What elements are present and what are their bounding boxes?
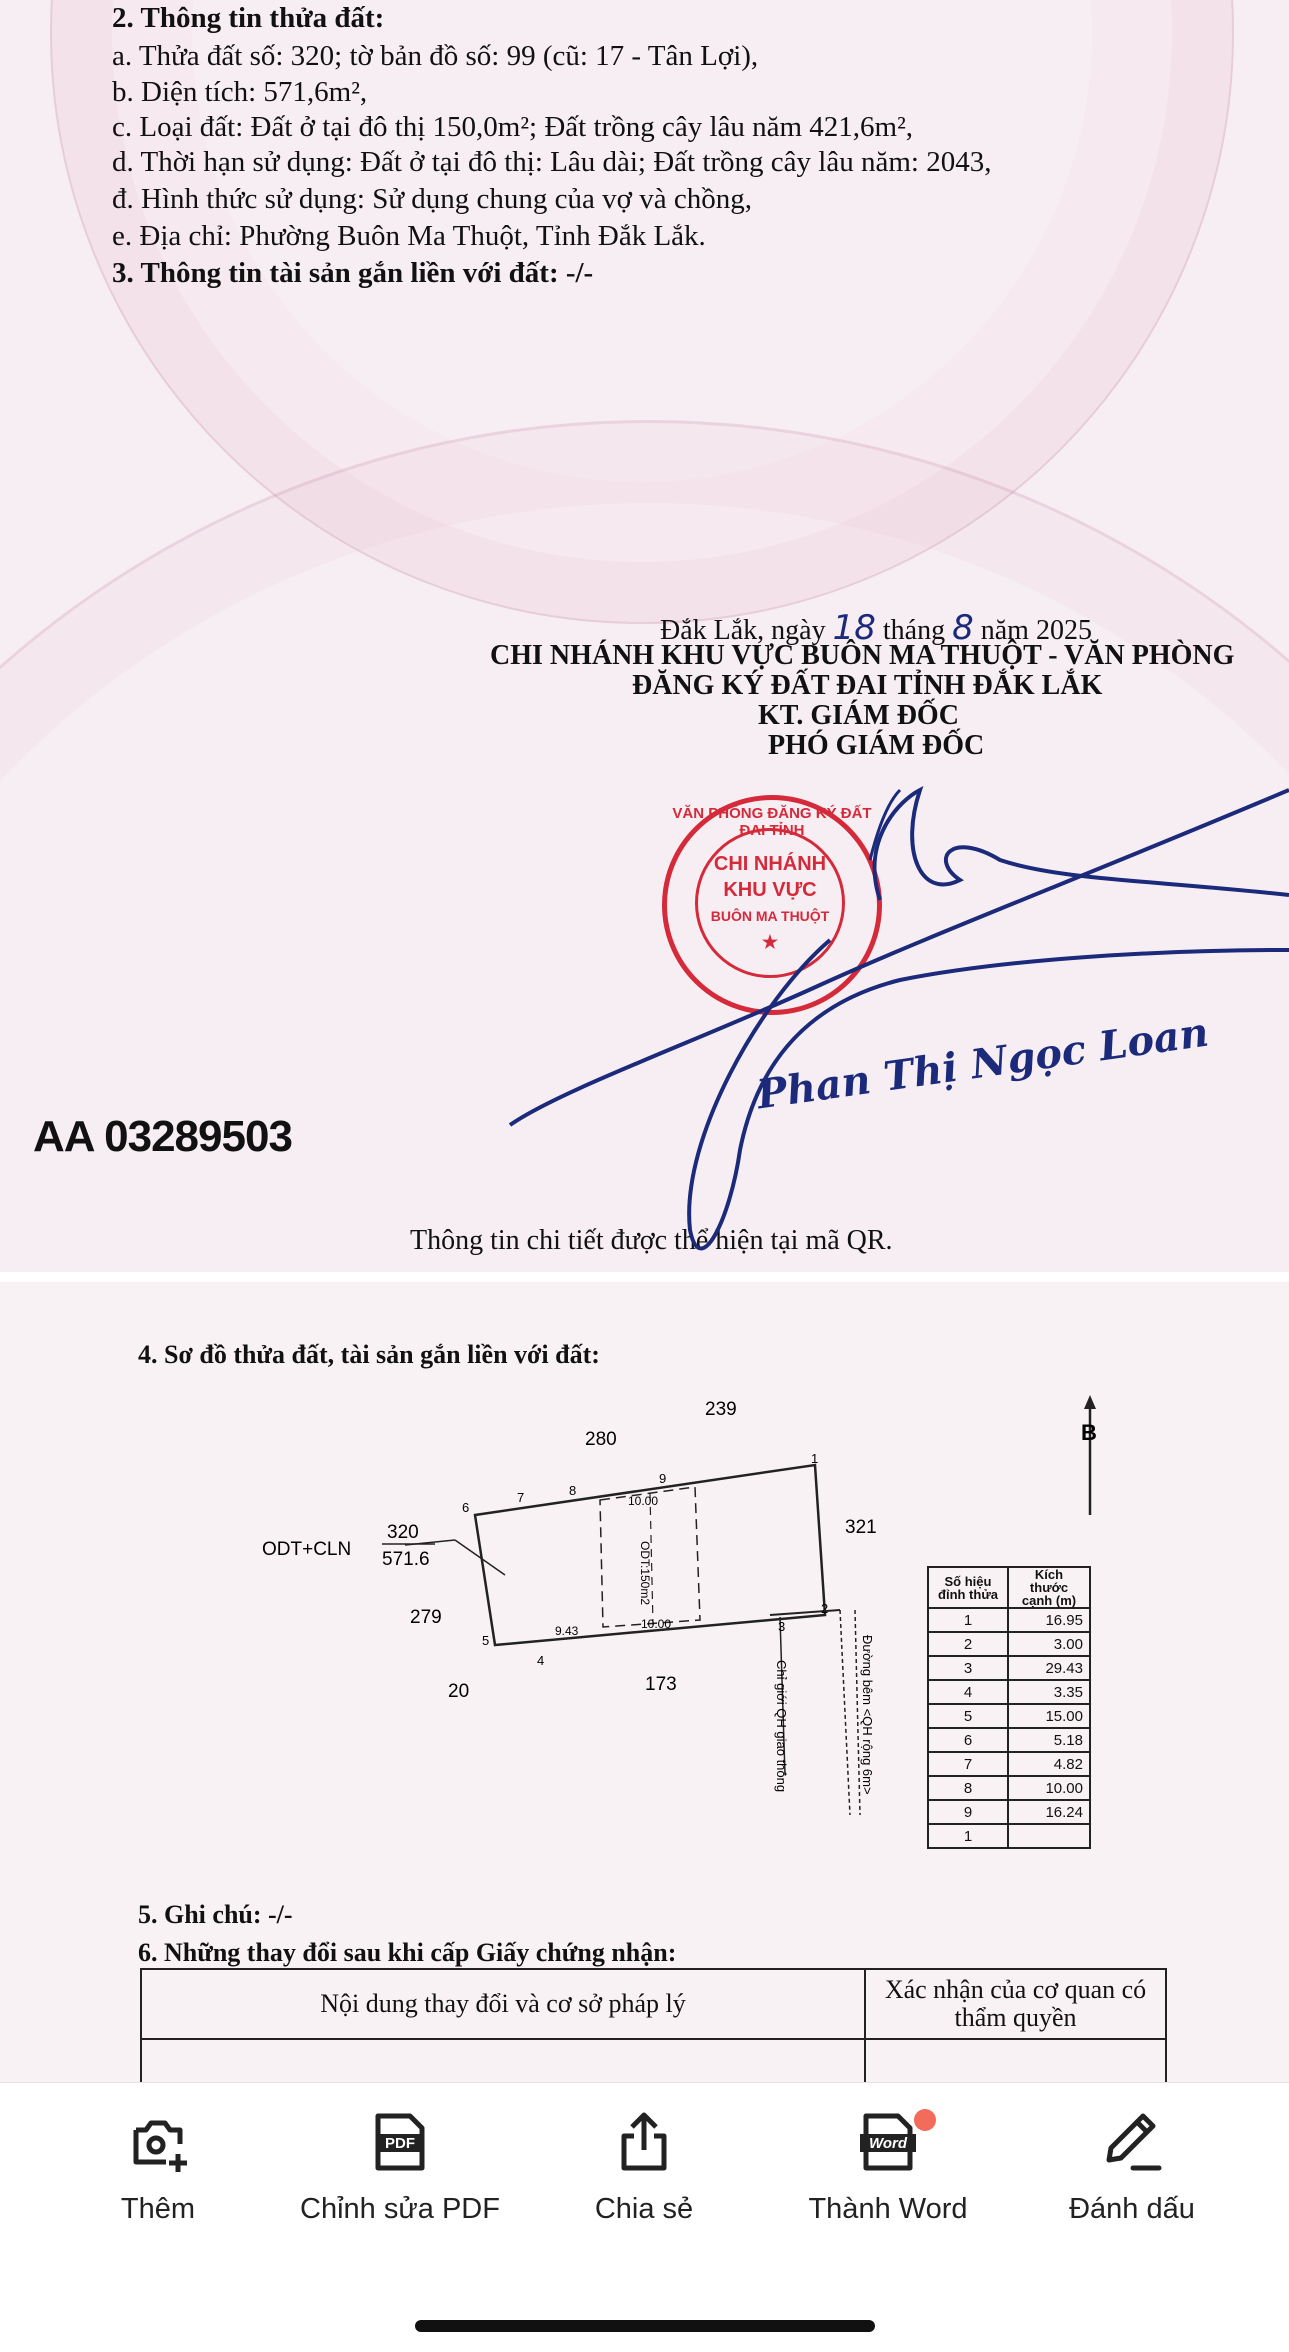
date-year: năm 2025 [980,615,1092,646]
pdf-icon [280,2105,520,2179]
legend-vertex-no: 1 [928,1608,1008,1632]
stamp-inner [695,828,845,978]
legend-row [928,1704,1090,1728]
legend-vertex-no: 3 [928,1656,1008,1680]
svg-text:7: 7 [517,1490,525,1505]
area-line: b. Diện tích: 571,6m², [112,76,368,108]
date-day: 18 [832,608,876,648]
section-6-title: 6. Những thay đổi sau khi cấp Giấy chứng nhận: [138,1938,677,1967]
legend-vertex-no: 5 [928,1704,1008,1728]
share-button[interactable] [524,2105,764,2226]
edit-pdf-label: Chỉnh sửa PDF [300,2193,500,2225]
legend-edge-length: 29.43 [1008,1656,1090,1680]
svg-text:9.43: 9.43 [555,1624,579,1638]
planning-label: Chỉ giới QH giao thông [774,1660,789,1793]
date-month: 8 [952,608,974,648]
svg-text:PDF: PDF [385,2135,415,2152]
word-icon [768,2105,1008,2179]
legend-vertex-no: 9 [928,1800,1008,1824]
svg-text:10.00: 10.00 [641,1617,672,1631]
legend-vertex-no: 2 [928,1632,1008,1656]
legend-edge-length: 16.24 [1008,1800,1090,1824]
neighbor-239: 239 [705,1399,737,1420]
parcel-area: 571.6 [382,1549,430,1570]
legend-edge-length: 5.18 [1008,1728,1090,1752]
usage-term-line: d. Thời hạn sử dụng: Đất ở tại đô thị: Lâu dài; Đất trồng cây lâu năm: 2043, [112,146,992,178]
section-3-title: 3. Thông tin tài sản gắn liền với đất: -/- [112,257,594,289]
stamp-inner-line-1: CHI NHÁNH [713,853,827,875]
page-gap [0,1272,1289,1282]
date-month-label: tháng [882,615,946,646]
changes-table [140,1968,1167,2084]
stamp-star-icon: ★ [761,932,779,952]
svg-text:8: 8 [569,1483,577,1498]
svg-text:9: 9 [659,1471,667,1486]
section-4-title: 4. Sơ đồ thửa đất, tài sản gắn liền với đất: [138,1340,600,1369]
legend-edge-length: 15.00 [1008,1704,1090,1728]
vertex-legend-table [927,1566,1091,1849]
notification-dot [914,2109,936,2131]
legend-row [928,1824,1090,1848]
legend-vertex-no: 7 [928,1752,1008,1776]
legend-edge-length: 4.82 [1008,1752,1090,1776]
bottom-toolbar [0,2082,1289,2352]
legend-header-vertex: Số hiệu đỉnh thửa [928,1567,1008,1608]
stamp-inner-line-3: BUÔN MA THUỘT [710,908,830,924]
annotate-pen-icon [1012,2105,1252,2179]
legend-row [928,1680,1090,1704]
road-label: Đường bêm <QH rộng 6m> [860,1635,875,1795]
legend-edge-length [1008,1824,1090,1848]
legend-header-length: Kích thước cạnh (m) [1008,1567,1090,1608]
office-line-1: CHI NHÁNH KHU VỰC BUÔN MA THUỘT - VĂN PHÒNG [490,640,1235,671]
certificate-serial: AA 03289503 [33,1112,292,1161]
usage-form-line: đ. Hình thức sử dụng: Sử dụng chung của vợ và chồng, [112,183,752,215]
add-photo-icon [38,2105,278,2179]
edit-pdf-button[interactable] [280,2105,520,2226]
neighbor-173: 173 [645,1674,677,1695]
svg-text:6: 6 [462,1500,470,1515]
share-icon [524,2105,764,2179]
svg-text:4: 4 [537,1653,545,1668]
neighbor-20: 20 [448,1681,470,1702]
changes-empty-cell-1 [141,2039,865,2083]
add-button[interactable] [38,2105,278,2226]
legend-row [928,1728,1090,1752]
legend-row [928,1608,1090,1632]
annotate-button[interactable] [1012,2105,1252,2226]
north-label: B [1081,1420,1097,1445]
section-5-note: 5. Ghi chú: -/- [138,1900,293,1929]
date-prefix: Đắk Lắk, ngày [660,615,826,646]
legend-edge-length: 3.00 [1008,1632,1090,1656]
legend-row [928,1800,1090,1824]
changes-col-confirm: Xác nhận của cơ quan có thẩm quyền [865,1969,1166,2039]
land-type-line: c. Loại đất: Đất ở tại đô thị 150,0m²; Đất trồng cây lâu năm 421,6m², [112,111,914,143]
neighbor-279: 279 [410,1607,442,1628]
signer-name: Phan Thị Ngọc Loan [753,1008,1212,1119]
to-word-label: Thành Word [808,2193,968,2225]
parcel-number: 320 [387,1522,419,1543]
legend-row [928,1656,1090,1680]
svg-text:10.00: 10.00 [628,1494,659,1508]
legend-vertex-no: 8 [928,1776,1008,1800]
stamp-ring-text: VĂN PHÒNG ĐĂNG KÝ ĐẤT ĐAI TỈNH [672,805,872,839]
legend-row [928,1752,1090,1776]
changes-col-content: Nội dung thay đổi và cơ sở pháp lý [141,1969,865,2039]
parcel-number-line: a. Thửa đất số: 320; tờ bản đồ số: 99 (cũ: 17 - Tân Lợi), [112,40,759,72]
office-line-4: PHÓ GIÁM ĐỐC [768,730,985,761]
legend-vertex-no: 1 [928,1824,1008,1848]
legend-edge-length: 3.35 [1008,1680,1090,1704]
annotate-label: Đánh dấu [1069,2193,1195,2225]
legend-row [928,1632,1090,1656]
office-line-3: KT. GIÁM ĐỐC [758,700,959,731]
add-label: Thêm [120,2193,196,2225]
legend-edge-length: 16.95 [1008,1608,1090,1632]
section-2-title: 2. Thông tin thửa đất: [112,2,385,34]
office-line-2: ĐĂNG KÝ ĐẤT ĐAI TỈNH ĐẮK LẮK [632,670,1103,701]
svg-text:1: 1 [811,1451,819,1466]
neighbor-321: 321 [845,1517,877,1538]
legend-vertex-no: 4 [928,1680,1008,1704]
legend-vertex-no: 6 [928,1728,1008,1752]
stamp-inner-line-2: KHU VỰC [723,879,817,901]
svg-text:5: 5 [482,1633,490,1648]
to-word-button[interactable] [768,2105,1008,2226]
changes-empty-cell-2 [865,2039,1166,2083]
parcel-code: ODT+CLN [262,1539,352,1560]
home-indicator[interactable] [415,2320,875,2332]
legend-row [928,1776,1090,1800]
qr-note: Thông tin chi tiết được thể hiện tại mã QR. [410,1225,893,1256]
svg-text:3: 3 [778,1619,786,1634]
neighbor-280: 280 [585,1429,617,1450]
share-label: Chia sẻ [594,2193,694,2225]
address-line: e. Địa chỉ: Phường Buôn Ma Thuột, Tỉnh Đắk Lắk. [112,220,706,252]
odt-area-label: ODT:150m2 [638,1541,652,1606]
svg-text:2: 2 [821,1601,829,1616]
official-stamp [662,795,882,1015]
legend-edge-length: 10.00 [1008,1776,1090,1800]
svg-text:Word: Word [868,2135,908,2152]
